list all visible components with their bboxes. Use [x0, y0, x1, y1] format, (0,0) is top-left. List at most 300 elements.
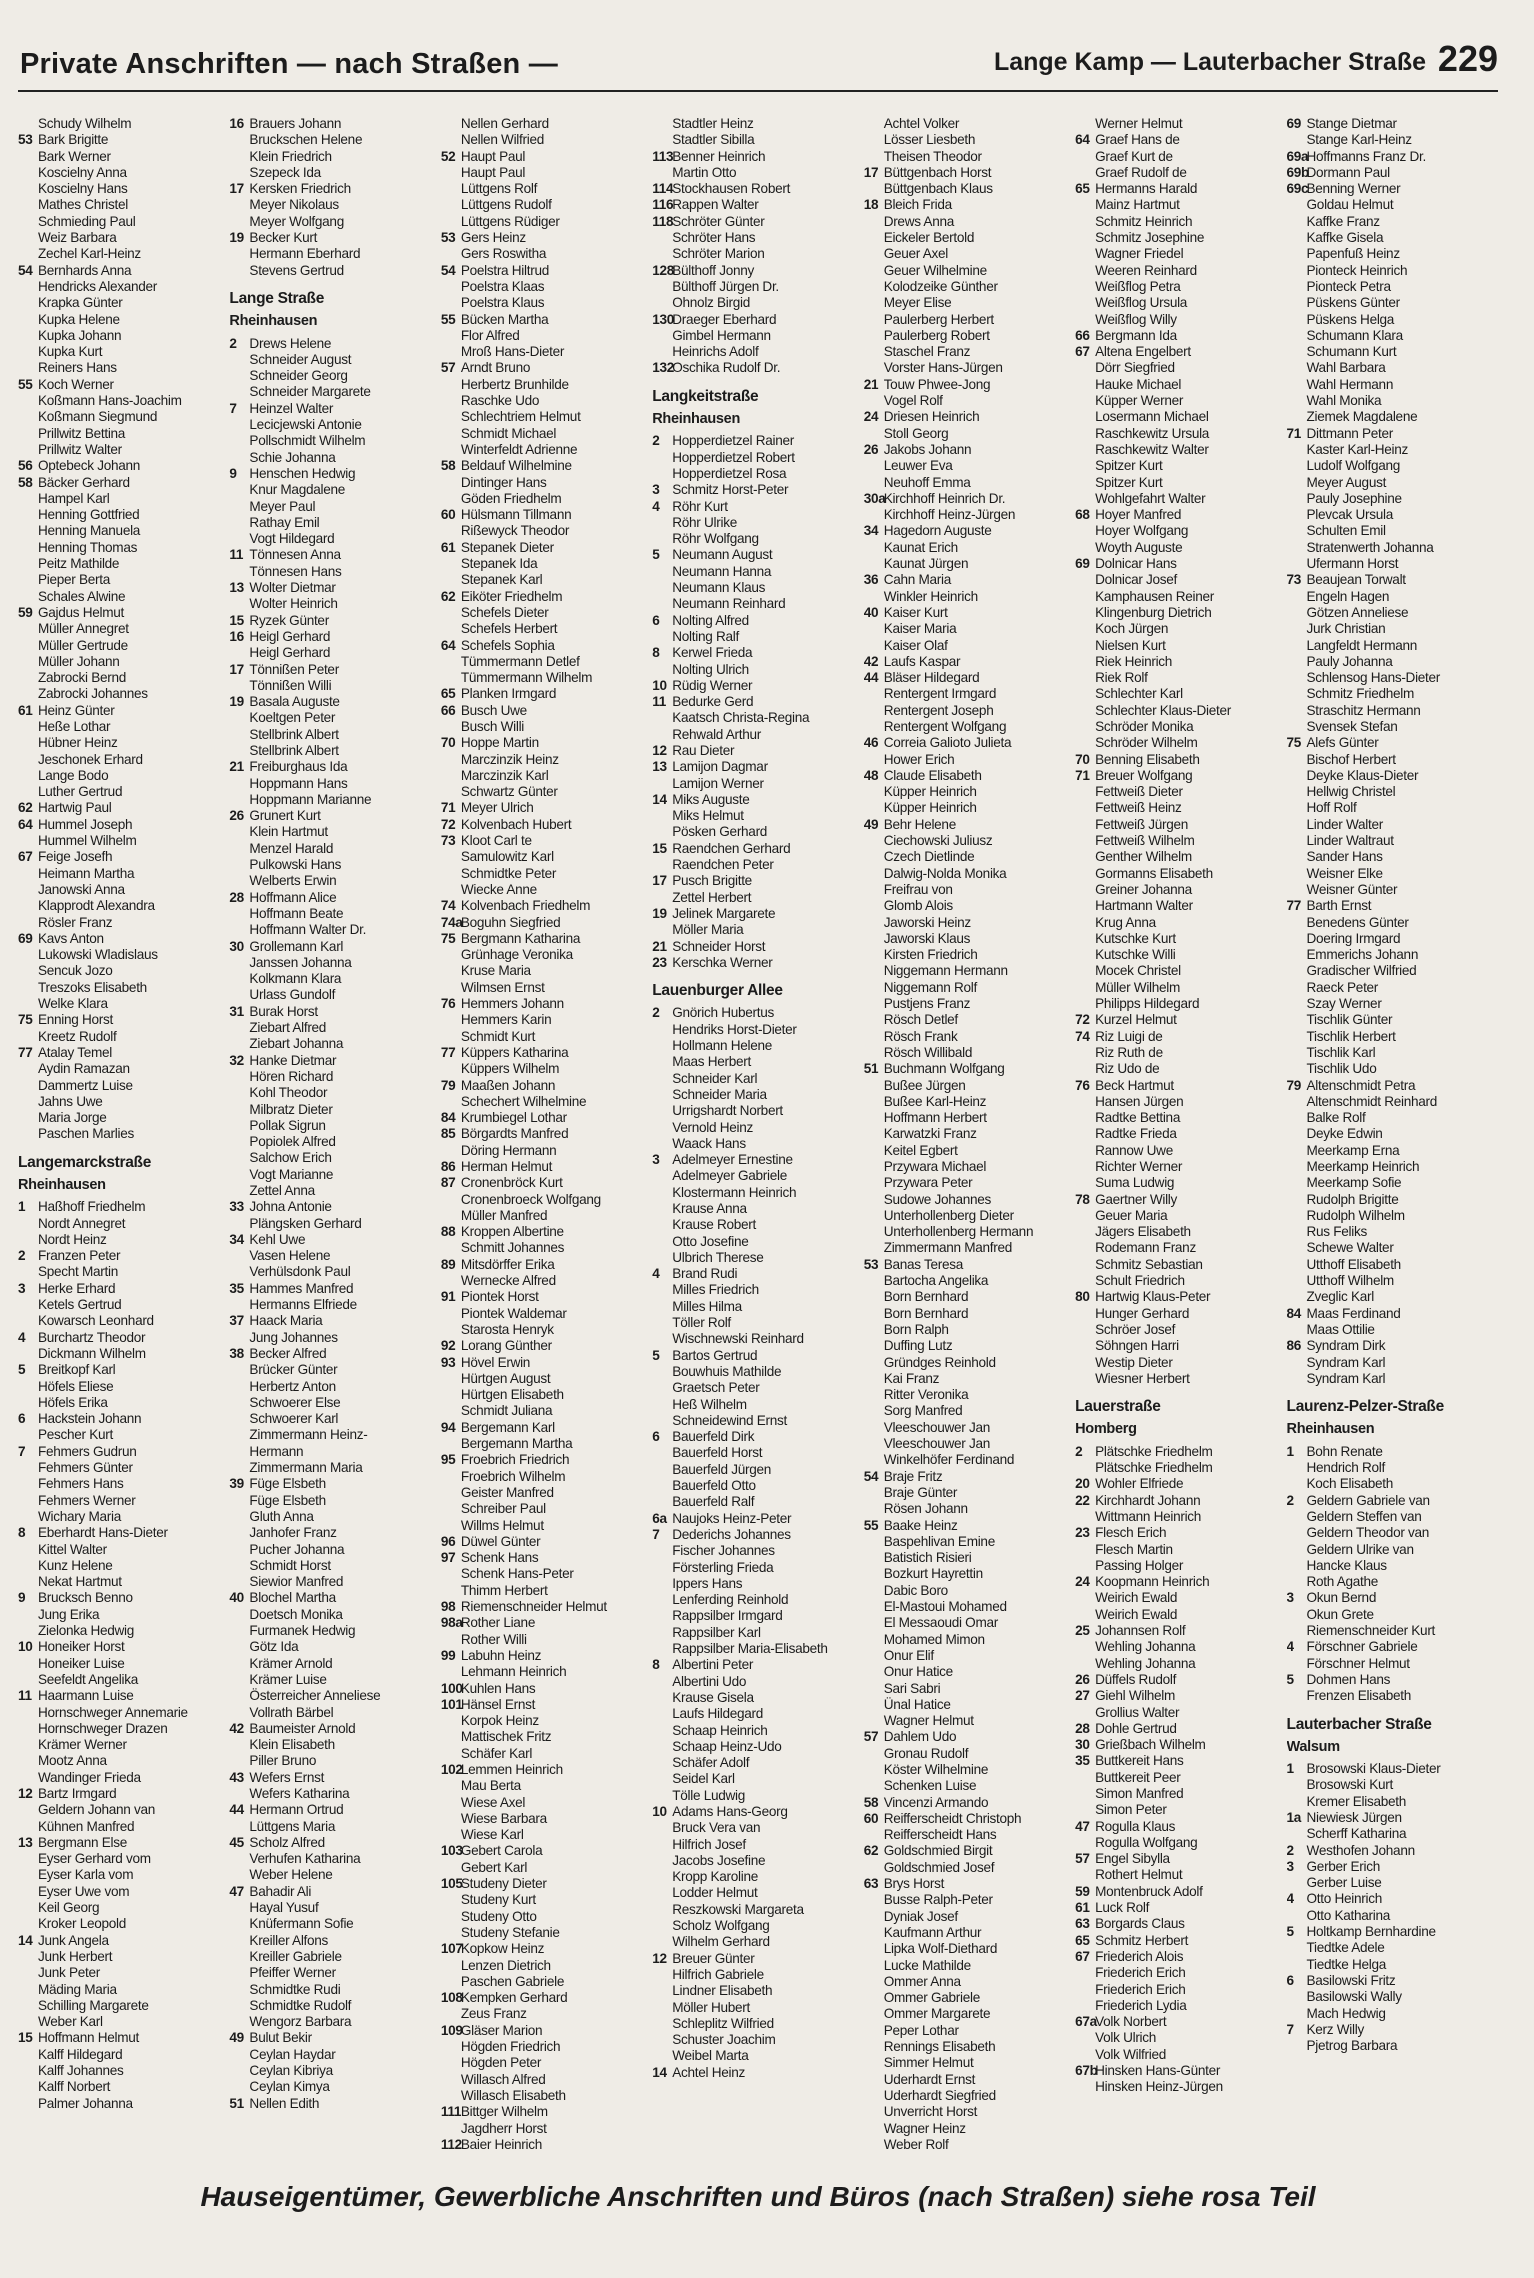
- resident-name: Gers Roswitha: [460, 246, 547, 262]
- resident-name: Pauly Johanna: [1306, 653, 1393, 669]
- resident-name: Schales Alwine: [38, 588, 126, 604]
- address-entry: [441, 1224, 646, 1240]
- address-entry: [18, 1884, 223, 1900]
- address-entry: [864, 2121, 1069, 2137]
- address-entry: [229, 547, 434, 563]
- address-entry: [441, 1778, 646, 1794]
- house-number: 27: [1075, 1688, 1090, 1704]
- resident-name: Müller Annegret: [38, 621, 129, 637]
- house-number: 6: [652, 612, 660, 628]
- address-entry: [441, 491, 646, 507]
- resident-name: Kaufmann Arthur: [883, 1924, 982, 1940]
- address-entry: [1287, 1175, 1492, 1191]
- house-number: 19: [652, 905, 667, 921]
- address-entry: [441, 963, 646, 979]
- resident-name: Fehmers Werner: [38, 1492, 136, 1508]
- address-entry: [652, 1543, 857, 1559]
- address-entry: [1287, 1045, 1492, 1061]
- address-entry: [229, 1867, 434, 1883]
- address-entry: [1075, 116, 1280, 132]
- address-entry: [441, 1583, 646, 1599]
- address-entry: [864, 1664, 1069, 1680]
- house-number: 61: [18, 702, 33, 718]
- resident-name: Heimann Martha: [38, 865, 135, 881]
- resident-name: Vogel Rolf: [883, 393, 943, 409]
- address-entry: [1075, 849, 1280, 865]
- address-entry: [18, 833, 223, 849]
- resident-name: El-Mastoui Mohamed: [883, 1599, 1007, 1615]
- address-entry: [229, 1183, 434, 1199]
- address-entry: [864, 1224, 1069, 1240]
- address-entry: [441, 426, 646, 442]
- address-entry: [1075, 246, 1280, 262]
- resident-name: Siewior Manfred: [249, 1574, 344, 1590]
- house-number: 113: [652, 148, 674, 164]
- resident-name: Sorg Manfred: [883, 1403, 963, 1419]
- address-entry: [864, 1012, 1069, 1028]
- address-entry: [441, 1729, 646, 1745]
- address-entry: [652, 165, 857, 181]
- resident-name: Lösser Liesbeth: [883, 132, 976, 148]
- resident-name: Vogt Marianne: [249, 1166, 334, 1182]
- house-number: 14: [18, 1932, 33, 1948]
- address-entry: [18, 572, 223, 588]
- address-entry: [1075, 963, 1280, 979]
- address-entry: [1287, 1525, 1492, 1541]
- address-entry: [229, 1297, 434, 1313]
- resident-name: Schulten Emil: [1306, 523, 1386, 539]
- resident-name: Küppers Wilhelm: [460, 1061, 560, 1077]
- house-number: 84: [440, 1110, 456, 1126]
- address-entry: [652, 1771, 857, 1787]
- resident-name: Rappsilber Irmgard: [672, 1608, 783, 1624]
- resident-name: Kersken Friedrich: [249, 181, 351, 197]
- resident-name: Kaiser Maria: [883, 621, 957, 637]
- resident-name: Burak Horst: [249, 1003, 318, 1019]
- address-entry: [441, 1126, 646, 1142]
- resident-name: Mattischek Fritz: [460, 1729, 552, 1745]
- house-number: 86: [440, 1159, 456, 1174]
- resident-name: Schmitz Josephine: [1095, 230, 1205, 246]
- address-entry: [1075, 1998, 1280, 2014]
- address-entry: [229, 2014, 434, 2030]
- resident-name: Schefels Herbert: [460, 621, 558, 637]
- resident-name: Brücker Günter: [249, 1362, 338, 1378]
- address-entry: [1287, 1338, 1492, 1354]
- resident-name: Vorster Hans-Jürgen: [883, 360, 1003, 376]
- resident-name: Junk Angela: [38, 1932, 109, 1948]
- resident-name: Sander Hans: [1306, 849, 1383, 865]
- house-number: 23: [652, 954, 667, 970]
- house-number: 78: [1075, 1191, 1090, 1207]
- resident-name: Riz Ruth de: [1095, 1044, 1163, 1060]
- address-entry: [864, 1909, 1069, 1925]
- resident-name: Förschner Helmut: [1306, 1655, 1410, 1671]
- resident-name: Niewiesk Jürgen: [1306, 1809, 1402, 1825]
- resident-name: Bläser Hildegard: [883, 670, 980, 686]
- resident-name: Drews Anna: [883, 213, 954, 229]
- address-entry: [1287, 1924, 1492, 1940]
- address-entry: [229, 1379, 434, 1395]
- address-entry: [229, 1590, 434, 1606]
- house-number: 64: [18, 816, 33, 832]
- resident-name: Schröder Wilhelm: [1095, 735, 1198, 751]
- resident-name: Zveglic Karl: [1306, 1289, 1374, 1305]
- address-entry: [652, 906, 857, 922]
- resident-name: Gajdus Helmut: [38, 604, 125, 620]
- address-entry: [864, 2023, 1069, 2039]
- resident-name: Volk Norbert: [1095, 2014, 1167, 2030]
- resident-name: Jahns Uwe: [38, 1093, 103, 1109]
- resident-name: Krause Robert: [672, 1217, 757, 1233]
- address-entry: [18, 1460, 223, 1476]
- resident-name: Baspehlivan Emine: [883, 1533, 995, 1549]
- address-entry: [1287, 849, 1492, 865]
- resident-name: Jung Erika: [38, 1606, 100, 1622]
- house-number: 11: [652, 694, 667, 710]
- resident-name: Peitz Mathilde: [38, 556, 120, 572]
- resident-name: Flesch Erich: [1095, 1525, 1167, 1541]
- address-entry: [441, 1974, 646, 1990]
- address-entry: [18, 1835, 223, 1851]
- resident-name: Schröder Monika: [1095, 718, 1194, 734]
- address-entry: [1287, 996, 1492, 1012]
- resident-name: Mroß Hans-Dieter: [460, 344, 565, 360]
- address-entry: [229, 939, 434, 955]
- resident-name: Schneider Margarete: [249, 384, 371, 400]
- resident-name: Wiese Karl: [460, 1827, 524, 1843]
- resident-name: Born Ralph: [883, 1321, 949, 1337]
- resident-name: Hartmann Walter: [1095, 898, 1193, 914]
- resident-name: Rannow Uwe: [1095, 1142, 1173, 1158]
- address-entry: [864, 735, 1069, 751]
- address-entry: [18, 377, 223, 393]
- house-number: 3: [1286, 1858, 1294, 1874]
- address-entry: [864, 1632, 1069, 1648]
- house-number: 24: [1075, 1574, 1090, 1590]
- resident-name: Freifrau von: [883, 881, 953, 897]
- address-entry: [229, 1656, 434, 1672]
- resident-name: Röhr Kurt: [672, 498, 728, 514]
- resident-name: Hopperdietzel Robert: [672, 449, 795, 465]
- address-entry: [18, 1933, 223, 1949]
- house-number: 69: [1286, 116, 1302, 131]
- resident-name: Radtke Frieda: [1095, 1126, 1177, 1142]
- house-number: 69b: [1286, 164, 1310, 180]
- resident-name: Benning Werner: [1306, 181, 1401, 197]
- resident-name: Gerber Erich: [1306, 1858, 1380, 1874]
- district-heading: Rheinhausen: [229, 313, 318, 330]
- address-entry: [1075, 1949, 1280, 1965]
- address-entry: [441, 686, 646, 702]
- resident-name: Born Bernhard: [883, 1305, 969, 1321]
- address-entry: [1075, 1110, 1280, 1126]
- resident-name: Vleeschouwer Jan: [883, 1419, 990, 1435]
- address-entry: [229, 401, 434, 417]
- house-number: 66: [440, 702, 456, 718]
- address-entry: [441, 1827, 646, 1843]
- address-entry: [18, 149, 223, 165]
- house-number: 108: [440, 1990, 463, 2006]
- directory-column: [1075, 116, 1286, 2166]
- house-number: 73: [440, 833, 456, 849]
- resident-name: Gimbel Hermann: [672, 327, 771, 343]
- address-entry: [864, 1175, 1069, 1191]
- house-number: 100: [440, 1680, 463, 1696]
- address-entry: [1075, 817, 1280, 833]
- resident-name: Röhr Ulrike: [672, 514, 737, 530]
- house-number: 22: [1075, 1492, 1090, 1508]
- resident-name: Popiolek Alfred: [249, 1134, 336, 1150]
- address-entry: [18, 263, 223, 279]
- house-number: 43: [229, 1769, 244, 1785]
- resident-name: Weisner Elke: [1306, 865, 1383, 881]
- address-entry: [1287, 295, 1492, 311]
- resident-name: Schmieding Paul: [38, 213, 136, 229]
- address-entry: [1075, 1444, 1280, 1460]
- resident-name: Beaujean Torwalt: [1306, 572, 1406, 588]
- house-number: 62: [18, 800, 33, 816]
- resident-name: Rother Willi: [460, 1631, 527, 1647]
- house-number: 21: [863, 376, 879, 392]
- resident-name: Salchow Erich: [249, 1150, 332, 1166]
- house-number: 30a: [863, 490, 886, 506]
- resident-name: Zettel Anna: [249, 1183, 315, 1198]
- resident-name: Koeltgen Peter: [249, 710, 336, 726]
- resident-name: Pionteck Heinrich: [1306, 262, 1408, 278]
- resident-name: Meyer Elise: [883, 295, 952, 311]
- house-number: 6a: [652, 1510, 667, 1526]
- address-entry: [229, 1998, 434, 2014]
- address-entry: [229, 1118, 434, 1134]
- address-entry: [864, 703, 1069, 719]
- resident-name: Giehl Wilhelm: [1095, 1688, 1176, 1704]
- house-number: 57: [440, 360, 456, 376]
- address-entry: [652, 678, 857, 694]
- address-entry: [864, 589, 1069, 605]
- resident-name: Bergmann Ida: [1095, 327, 1177, 343]
- address-entry: [652, 1657, 857, 1673]
- address-entry: [229, 2047, 434, 2063]
- resident-name: Lenferding Reinhold: [672, 1592, 789, 1608]
- address-entry: [864, 1126, 1069, 1142]
- resident-name: Büttgenbach Horst: [883, 164, 992, 180]
- address-entry: [1287, 1794, 1492, 1810]
- address-entry: [1287, 752, 1492, 768]
- address-entry: [652, 792, 857, 808]
- resident-name: Hänsel Ernst: [460, 1696, 536, 1712]
- address-entry: [1075, 1224, 1280, 1240]
- resident-name: Heinzel Walter: [249, 400, 334, 416]
- address-entry: [652, 246, 857, 262]
- resident-name: Koch Werner: [38, 376, 114, 392]
- resident-name: Hübner Heinz: [38, 735, 118, 751]
- resident-name: Adelmeyer Gabriele: [672, 1168, 787, 1184]
- address-entry: [18, 1232, 223, 1248]
- house-number: 1a: [1286, 1809, 1302, 1825]
- house-number: 79: [1286, 1077, 1302, 1093]
- resident-name: Müller Wilhelm: [1095, 979, 1181, 995]
- address-entry: [1287, 246, 1492, 262]
- address-entry: [652, 1527, 857, 1543]
- resident-name: Brand Rudi: [672, 1266, 738, 1282]
- address-entry: [652, 482, 857, 498]
- address-entry: [652, 312, 857, 328]
- resident-name: Radtke Bettina: [1095, 1110, 1181, 1126]
- resident-name: Blochel Martha: [249, 1590, 336, 1606]
- resident-name: Holtkamp Bernhardine: [1306, 1924, 1436, 1940]
- resident-name: Uderhardt Ernst: [883, 2071, 976, 2087]
- house-number: 42: [863, 653, 879, 669]
- address-entry: [18, 1248, 223, 1264]
- resident-name: Kaiser Olaf: [883, 637, 948, 653]
- address-entry: [1075, 263, 1280, 279]
- address-entry: [864, 377, 1069, 393]
- resident-name: Krapka Günter: [38, 295, 123, 311]
- address-entry: [1075, 295, 1280, 311]
- resident-name: Achtel Volker: [883, 116, 960, 131]
- resident-name: Riemenschneider Helmut: [460, 1599, 607, 1615]
- house-number: 19: [229, 230, 244, 246]
- address-entry: [18, 1639, 223, 1655]
- resident-name: Paschen Gabriele: [460, 1973, 565, 1989]
- resident-name: Kolodzeike Günther: [883, 278, 998, 294]
- resident-name: Lüttgens Rudolf: [460, 197, 552, 213]
- address-entry: [441, 1273, 646, 1289]
- address-entry: [652, 694, 857, 710]
- directory-column: [652, 116, 863, 2166]
- address-entry: [864, 2006, 1069, 2022]
- resident-name: Zettel Herbert: [672, 889, 752, 905]
- resident-name: Albertini Peter: [672, 1657, 754, 1673]
- directory-column: [1287, 116, 1498, 2166]
- resident-name: Höfels Erika: [38, 1394, 108, 1410]
- house-number: 5: [652, 1347, 660, 1363]
- house-number: 76: [1075, 1077, 1090, 1093]
- house-number: 28: [229, 889, 244, 905]
- address-entry: [441, 263, 646, 279]
- address-entry: [441, 931, 646, 947]
- resident-name: Wagner Heinz: [883, 2120, 966, 2136]
- address-entry: [229, 1281, 434, 1297]
- resident-name: Bruckschen Helene: [249, 132, 363, 148]
- resident-name: Gluth Anna: [249, 1508, 314, 1524]
- resident-name: Winterfeldt Adrienne: [460, 441, 578, 457]
- address-entry: [229, 971, 434, 987]
- address-entry: [1287, 132, 1492, 148]
- resident-name: Rennings Elisabeth: [883, 2039, 996, 2055]
- address-entry: [18, 1264, 223, 1280]
- resident-name: Fettweiß Wilhelm: [1095, 833, 1195, 849]
- address-entry: [864, 1355, 1069, 1371]
- resident-name: Nellen Gerhard: [460, 116, 549, 131]
- house-number: 55: [440, 311, 456, 327]
- resident-name: Genther Wilhelm: [1095, 849, 1192, 865]
- directory-columns: [18, 116, 1498, 2166]
- resident-name: Johna Antonie: [249, 1199, 332, 1215]
- resident-name: Basilowski Fritz: [1306, 1972, 1396, 1988]
- resident-name: Froebrich Wilhelm: [460, 1468, 566, 1484]
- address-entry: [1287, 165, 1492, 181]
- house-number: 2: [1286, 1492, 1294, 1508]
- resident-name: Kopkow Heinz: [460, 1941, 545, 1957]
- address-entry: [652, 116, 857, 132]
- address-entry: [18, 1753, 223, 1769]
- address-entry: [18, 1493, 223, 1509]
- address-entry: [864, 149, 1069, 165]
- resident-name: Jaworski Klaus: [883, 930, 971, 946]
- resident-name: Onur Hatice: [883, 1664, 953, 1680]
- resident-name: Kruse Maria: [460, 963, 531, 979]
- address-entry: [18, 784, 223, 800]
- address-entry: [652, 1723, 857, 1739]
- address-entry: [1075, 1705, 1280, 1721]
- address-entry: [864, 1534, 1069, 1550]
- house-number: 61: [1075, 1900, 1090, 1916]
- resident-name: Werner Helmut: [1095, 116, 1183, 131]
- resident-name: Reifferscheidt Hans: [883, 1827, 997, 1843]
- address-entry: [441, 752, 646, 768]
- resident-name: Kolvenbach Friedhelm: [460, 898, 591, 914]
- house-number: 31: [229, 1003, 244, 1019]
- resident-name: Bergmann Else: [38, 1834, 128, 1850]
- resident-name: Henning Manuela: [38, 523, 141, 539]
- house-number: 53: [863, 1256, 879, 1272]
- address-entry: [441, 2055, 646, 2071]
- resident-name: Stepanek Ida: [460, 556, 538, 572]
- resident-name: Okun Grete: [1306, 1606, 1374, 1622]
- address-entry: [229, 433, 434, 449]
- address-entry: [18, 1786, 223, 1802]
- address-entry: [229, 1623, 434, 1639]
- house-number: 53: [440, 230, 456, 246]
- resident-name: Becker Kurt: [249, 230, 318, 246]
- resident-name: Haack Maria: [249, 1313, 323, 1329]
- address-entry: [229, 727, 434, 743]
- resident-name: Szay Werner: [1306, 996, 1382, 1012]
- resident-name: Benedens Günter: [1306, 914, 1409, 930]
- address-entry: [441, 1208, 646, 1224]
- resident-name: Poelstra Klaas: [460, 278, 545, 294]
- address-entry: [441, 1664, 646, 1680]
- resident-name: Boguhn Siegfried: [460, 914, 561, 930]
- resident-name: Heigl Gerhard: [249, 628, 331, 644]
- address-entry: [1075, 703, 1280, 719]
- resident-name: Schudy Wilhelm: [38, 116, 132, 131]
- address-entry: [1075, 654, 1280, 670]
- address-entry: [1287, 1656, 1492, 1672]
- address-entry: [652, 1690, 857, 1706]
- address-entry: [1075, 1851, 1280, 1867]
- address-entry: [1287, 1973, 1492, 1989]
- house-number: 2: [1075, 1443, 1083, 1459]
- address-entry: [1075, 1012, 1280, 1028]
- resident-name: Bohn Renate: [1306, 1443, 1383, 1459]
- address-entry: [864, 1746, 1069, 1762]
- resident-name: Koscielny Hans: [38, 181, 128, 197]
- resident-name: Hinsken Hans-Günter: [1095, 2063, 1221, 2079]
- house-number: 76: [440, 996, 456, 1012]
- address-entry: [1287, 279, 1492, 295]
- house-number: 6: [1286, 1972, 1294, 1988]
- resident-name: Nolting Ralf: [672, 628, 739, 644]
- address-entry: [864, 638, 1069, 654]
- resident-name: Kalff Hildegard: [38, 2046, 123, 2062]
- house-number: 57: [863, 1729, 879, 1745]
- address-entry: [1287, 1126, 1492, 1142]
- resident-name: Engeln Hagen: [1306, 588, 1390, 604]
- address-entry: [1075, 1835, 1280, 1851]
